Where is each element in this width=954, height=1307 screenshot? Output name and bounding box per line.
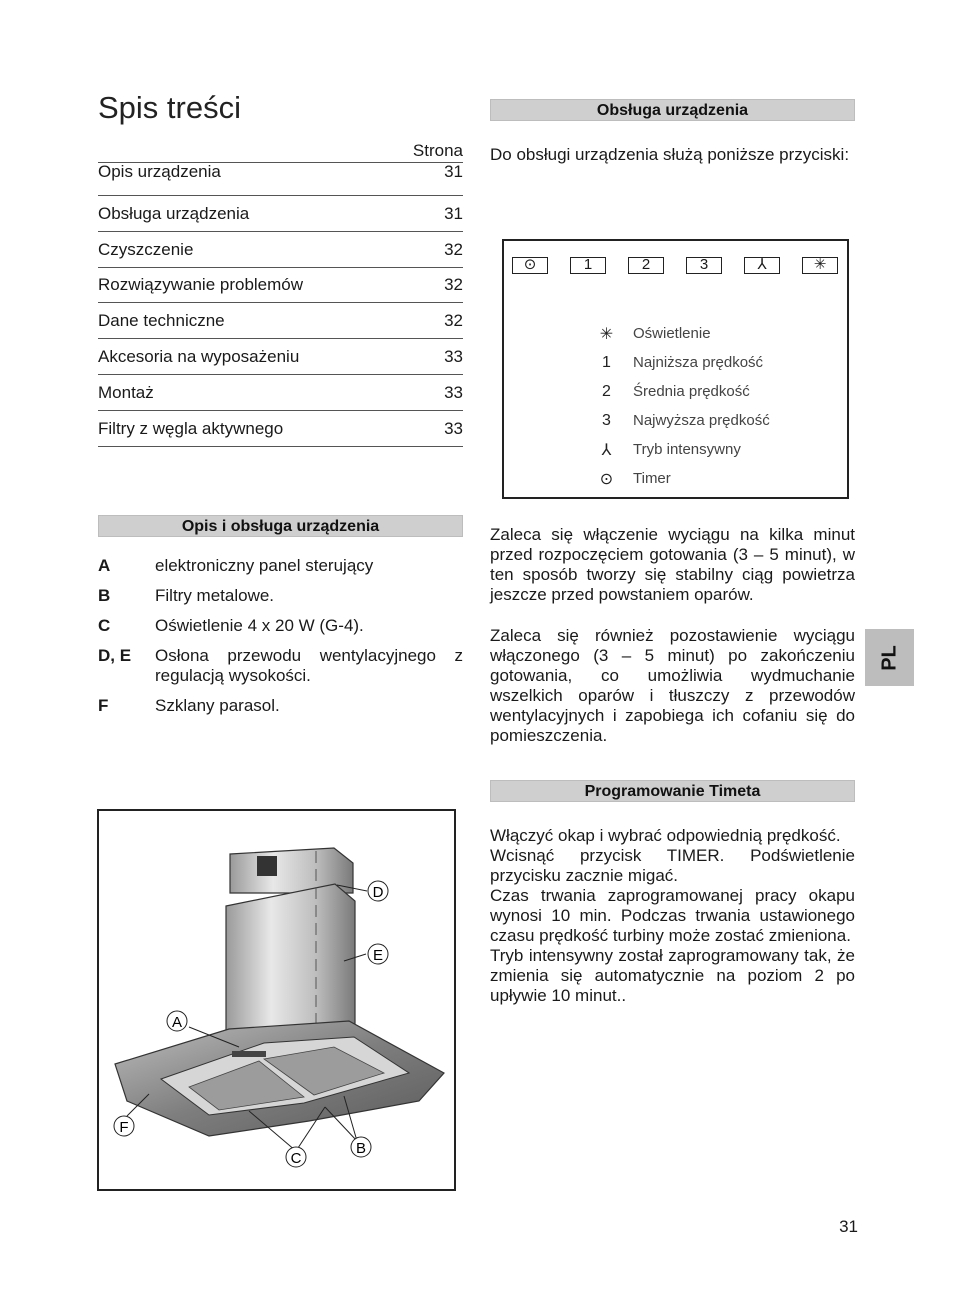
toc-entry-page: 32	[444, 239, 463, 259]
list-item	[98, 646, 463, 686]
light-button: ✳	[802, 257, 838, 274]
light-icon: ✳	[599, 325, 614, 343]
legend-row	[592, 406, 770, 435]
callout-a	[167, 1011, 187, 1031]
toc-entry-label: Opis urządzenia	[98, 162, 221, 181]
table-of-contents	[98, 162, 463, 447]
timer-icon: ⊙	[599, 470, 614, 488]
toc-entry[interactable]	[98, 303, 463, 339]
toc-entry-page: 33	[444, 382, 463, 402]
legend-text: Timer	[633, 470, 671, 487]
toc-entry-label: Montaż	[98, 382, 154, 402]
hood-illustration	[97, 809, 456, 1191]
list-item	[98, 696, 463, 716]
legend-text: Oświetlenie	[633, 325, 711, 342]
toc-entry-label: Akcesoria na wyposażeniu	[98, 346, 300, 366]
button-legend	[592, 319, 770, 493]
toc-entry-page: 31	[444, 203, 463, 223]
list-item	[98, 556, 463, 576]
toc-entry[interactable]	[98, 375, 463, 411]
timer-button: ⊙	[512, 257, 548, 274]
section-heading-description: Opis i obsługa urządzenia	[98, 515, 463, 537]
operation-intro: Do obsługi urządzenia służą poniższe przyciski:	[490, 145, 850, 164]
part-key: F	[98, 696, 109, 715]
legend-text: Tryb intensywny	[633, 441, 741, 458]
language-tab-label: PL	[878, 644, 900, 671]
toc-entry[interactable]	[98, 162, 463, 196]
part-text: elektroniczny panel sterujący	[155, 556, 374, 575]
page-number: 31	[839, 1217, 858, 1236]
toc-entry-label: Dane techniczne	[98, 311, 225, 331]
part-text: Szklany parasol.	[155, 696, 280, 715]
operation-paragraph-1: Zaleca się włączenie wyciągu na kilka minut przed rozpoczęciem gotowania (3 – 5 minut), w ten sposób tworzy się stabilny ciąg powietrza jeszcze przed powstaniem oparów.	[490, 525, 855, 604]
callout-c	[286, 1147, 306, 1167]
toc-entry-page: 32	[444, 311, 463, 331]
toc-entry-label: Czyszczenie	[98, 239, 194, 259]
legend-row	[592, 319, 770, 348]
toc-entry[interactable]	[98, 411, 463, 447]
svg-text:F: F	[119, 1119, 129, 1136]
svg-text:E: E	[372, 947, 384, 964]
speed-2-symbol: 2	[602, 382, 611, 400]
operation-paragraph-2: Zaleca się również pozostawienie wyciągu włączonego (3 – 5 minut) po zakończeniu gotowania, co umożliwia wydmuchanie wszelkich oparów i tłuszczy z przewodów wentylacyjnych i zapobiega ich cofaniu się do pomieszczenia.	[490, 626, 855, 745]
timer-paragraph-2: Wcisnąć przycisk TIMER. Podświetlenie przycisku zacznie migać.	[490, 846, 855, 885]
legend-row	[592, 377, 770, 406]
legend-text: Najniższa prędkość	[633, 354, 764, 371]
intensive-icon: ⅄	[601, 441, 612, 459]
toc-entry-page: 32	[444, 275, 463, 295]
legend-row	[592, 464, 770, 493]
svg-text:B: B	[355, 1140, 367, 1157]
toc-entry-label: Obsługa urządzenia	[98, 203, 250, 223]
speed-3-symbol: 3	[602, 411, 611, 429]
speed-2-button: 2	[628, 257, 664, 274]
section-heading-timer: Programowanie Timeta	[490, 780, 855, 802]
legend-text: Średnia prędkość	[633, 383, 750, 400]
speed-1-button: 1	[570, 257, 606, 274]
svg-text:D: D	[372, 884, 384, 901]
callout-e	[368, 944, 388, 964]
list-item	[98, 586, 463, 606]
speed-1-symbol: 1	[602, 353, 611, 371]
part-text: Oświetlenie 4 x 20 W (G-4).	[155, 616, 364, 635]
timer-paragraph-4: Tryb intensywny został zaprogramowany tak, że zmienia się automatycznie na poziom 2 po upływie 10 minut..	[490, 946, 855, 1005]
part-text: Filtry metalowe.	[155, 586, 275, 605]
toc-entry[interactable]	[98, 268, 463, 304]
part-key: D, E	[98, 646, 132, 665]
svg-text:A: A	[171, 1014, 183, 1031]
page-title: Spis treści	[98, 90, 241, 125]
callout-b	[351, 1137, 371, 1157]
legend-row	[592, 348, 770, 377]
toc-entry[interactable]	[98, 232, 463, 268]
part-text: Osłona przewodu wentylacyjnego z regulacją wysokości.	[155, 646, 463, 685]
section-heading-operation: Obsługa urządzenia	[490, 99, 855, 121]
list-item	[98, 616, 463, 636]
timer-paragraph-1: Włączyć okap i wybrać odpowiednią prędkość.	[490, 826, 841, 845]
control-panel-diagram	[502, 239, 849, 499]
timer-text	[490, 826, 855, 1006]
callout-f	[114, 1116, 134, 1136]
toc-entry-label: Filtry z węgla aktywnego	[98, 418, 284, 438]
callout-d	[368, 881, 388, 901]
parts-list	[98, 556, 463, 726]
toc-entry-page: 33	[444, 346, 463, 366]
toc-page-header: Strona	[412, 141, 463, 160]
toc-entry[interactable]	[98, 196, 463, 232]
toc-entry-page: 33	[444, 418, 463, 438]
timer-paragraph-3: Czas trwania zaprogramowanej pracy okapu wynosi 10 min. Podczas trwania ustawionego czasu prędkość turbiny może zostać zmieniona.	[490, 886, 855, 945]
toc-entry-label: Rozwiązywanie problemów	[98, 275, 304, 295]
part-key: C	[98, 616, 111, 635]
svg-text:C: C	[290, 1150, 302, 1167]
legend-text: Najwyższa prędkość	[633, 412, 770, 429]
hood-drawing	[99, 811, 454, 1189]
part-key: A	[98, 556, 111, 575]
toc-entry-page: 31	[444, 162, 463, 181]
language-tab	[865, 629, 914, 686]
toc-entry[interactable]	[98, 339, 463, 375]
intensive-button: ⅄	[744, 257, 780, 274]
part-key: B	[98, 586, 111, 605]
legend-row	[592, 435, 770, 464]
speed-3-button: 3	[686, 257, 722, 274]
